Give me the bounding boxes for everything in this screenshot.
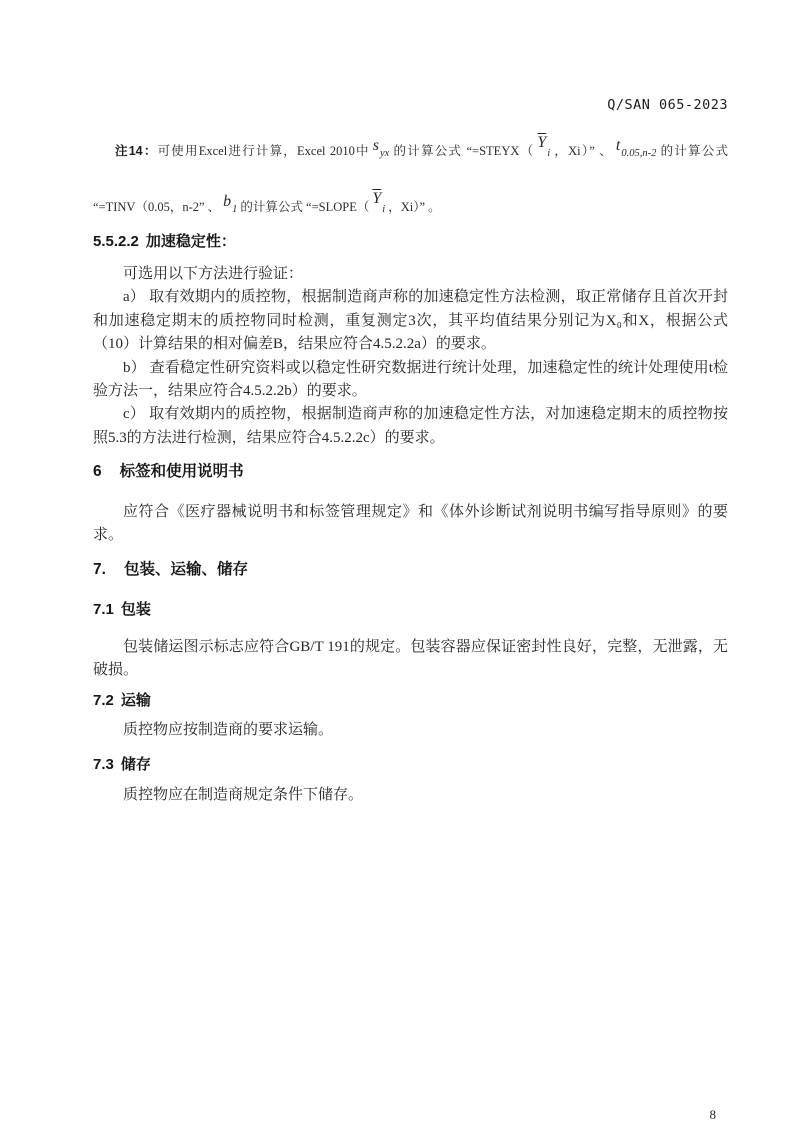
heading-5-5-2-2-title: 加速稳定性： bbox=[145, 233, 236, 250]
note-14-label: 注14： bbox=[115, 144, 158, 158]
heading-7-1 bbox=[93, 600, 728, 620]
heading-7-2-number: 7.2 bbox=[93, 692, 114, 710]
paragraph-item-a: a） 取有效期内的质控物，根据制造商声称的加速稳定性方法检测，取正常储存且首次开封和加速稳定期末的质控物同时检测，重复测定3次，其平均值结果分别记为X₀和X，根据公式（10）计算结果的相对偏差B，结果应符合4.5.2.2a）的要求。 bbox=[93, 289, 728, 353]
paragraph-item-c: c） 取有效期内的质控物，根据制造商声称的加速稳定性方法，对加速稳定期末的质控物按照5.3的方法进行检测，结果应符合4.5.2.2c）的要求。 bbox=[93, 406, 728, 446]
note-14-text-3: ，Xi）” 、 bbox=[553, 144, 613, 158]
paragraph-7-1: 包装储运图示标志应符合GB/T 191的规定。包装容器应保证密封性良好，完整，无泄露，无破损。 bbox=[93, 639, 728, 679]
paragraph-item-b: b） 查看稳定性研究资料或以稳定性研究数据进行统计处理，加速稳定性的统计处理使用t检验方法一，结果应符合4.5.2.2b）的要求。 bbox=[93, 359, 728, 400]
paragraph-section-6: 应符合《医疗器械说明书和标签管理规定》和《体外诊断试剂说明书编写指导原则》的要求。 bbox=[93, 504, 728, 544]
heading-5-5-2-2 bbox=[93, 232, 728, 252]
heading-7-1-title: 包装 bbox=[120, 601, 151, 619]
paragraph-7-3: 质控物应在制造商规定条件下储存。 bbox=[123, 787, 364, 804]
page-number: 8 bbox=[709, 1107, 716, 1122]
heading-7-2-title: 运输 bbox=[120, 692, 151, 710]
formula-b1-symbol: b bbox=[223, 193, 232, 210]
heading-7-3-number: 7.3 bbox=[93, 756, 114, 774]
section-5-5-2-2-body bbox=[93, 263, 728, 450]
formula-y-bar-symbol-2: $\overline{Y}$ bbox=[372, 190, 382, 207]
note-14-text-6: ，Xi）” 。 bbox=[388, 200, 441, 214]
heading-7 bbox=[93, 560, 728, 579]
formula-t-subscript: 0.05,n-2 bbox=[621, 148, 657, 159]
formula-y-bar-symbol: $\overline{Y}$ bbox=[537, 134, 547, 151]
heading-7-number: 7. bbox=[93, 561, 106, 579]
paragraph-intro: 可选用以下方法进行验证： bbox=[123, 266, 304, 282]
heading-7-2 bbox=[93, 691, 728, 711]
heading-7-title: 包装、运输、储存 bbox=[123, 561, 248, 579]
document-code-header: Q/SAN 065-2023 bbox=[607, 97, 728, 113]
note-14-text-5: 的计算公式 “=SLOPE（ bbox=[240, 200, 370, 214]
heading-7-3 bbox=[93, 755, 728, 775]
heading-7-3-title: 储存 bbox=[120, 756, 151, 774]
paragraph-7-2: 质控物应按制造商的要求运输。 bbox=[123, 722, 334, 739]
formula-y-bar-subscript: i bbox=[547, 148, 551, 159]
formula-t-symbol: t bbox=[615, 137, 621, 154]
formula-s-yx-subscript: yx bbox=[380, 148, 390, 159]
note-14-text-1: 可使用Excel进行计算，Excel 2010中 bbox=[157, 144, 370, 158]
heading-5-5-2-2-number: 5.5.2.2 bbox=[93, 233, 139, 250]
heading-6-title: 标签和使用说明书 bbox=[119, 463, 244, 481]
formula-b1-subscript: 1 bbox=[232, 204, 238, 215]
heading-7-1-number: 7.1 bbox=[93, 601, 114, 619]
formula-s-yx-symbol: s bbox=[372, 137, 379, 154]
note-14 bbox=[93, 120, 728, 232]
note-14-text-4: 的计算公式 “=TINV（0.05，n-2” 、 bbox=[93, 144, 728, 214]
formula-y-bar-subscript-2: i bbox=[382, 204, 386, 215]
heading-6 bbox=[93, 462, 728, 481]
note-14-text-2: 的计算公式 “=STEYX（ bbox=[392, 144, 535, 158]
heading-6-number: 6 bbox=[93, 463, 102, 481]
